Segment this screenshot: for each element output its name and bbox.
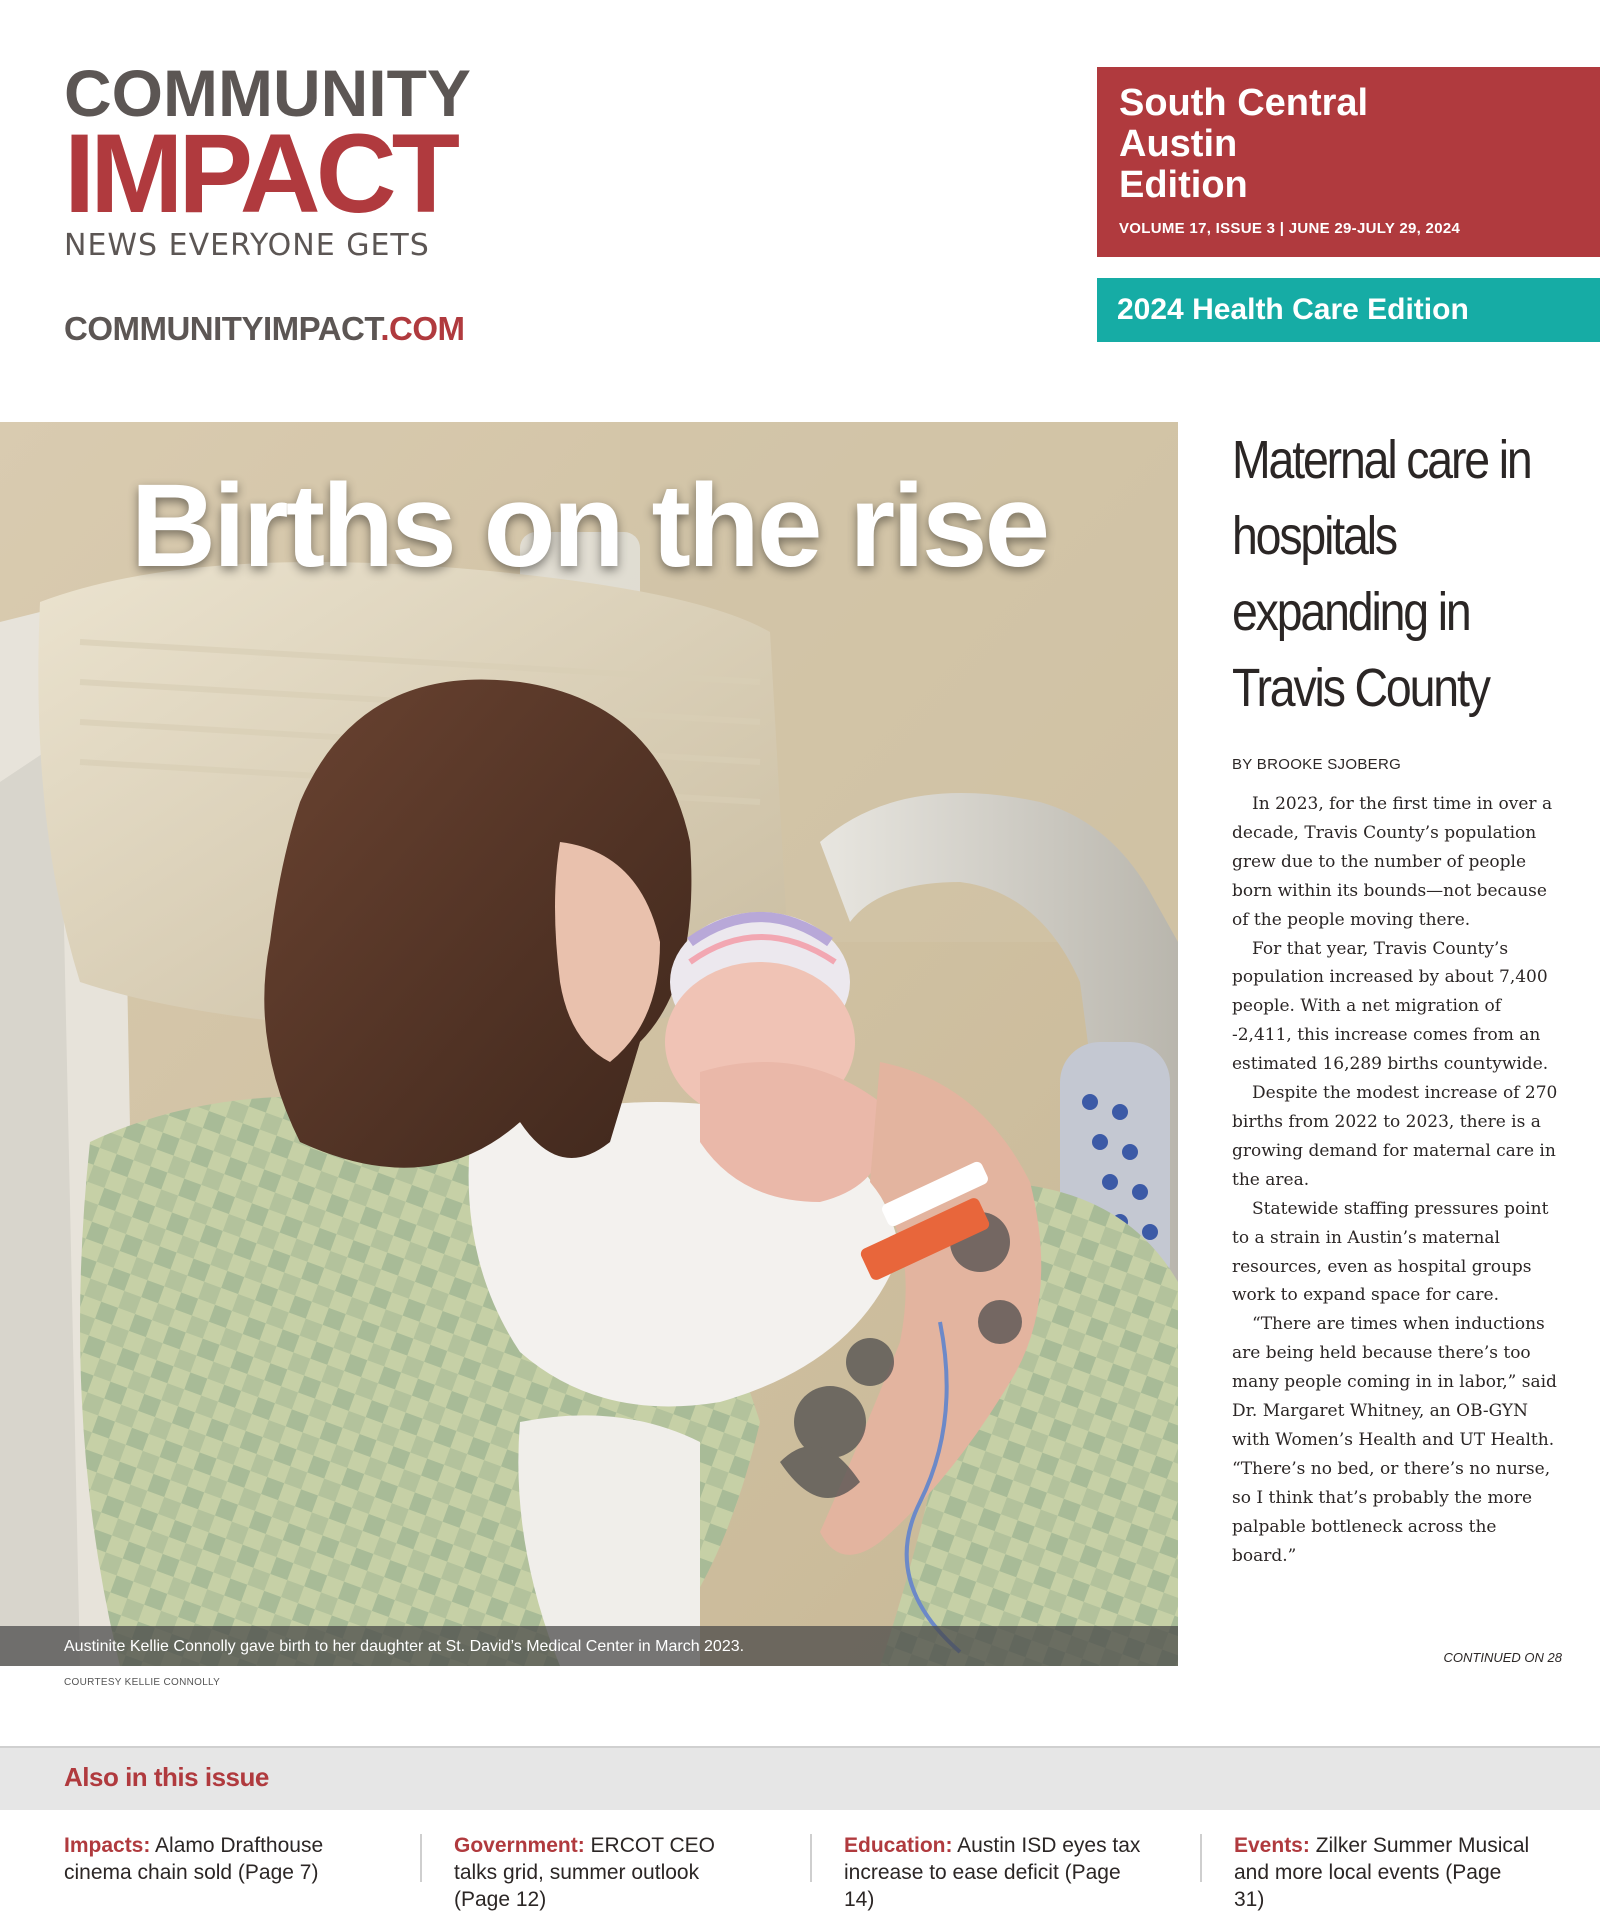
teaser-text: ERCOT CEO talks grid, summer outlook (Page 12) [454, 1834, 715, 1911]
article-paragraph: Despite the modest increase of 270 births from 2022 to 2023, there is a growing demand for maternal care in the area. [1232, 1083, 1558, 1190]
article-paragraph: For that year, Travis County’s population increased by about 7,400 people. With a net migration of -2,411, this increase comes from an estimated 16,289 births countywide. [1232, 938, 1549, 1075]
teaser-impacts[interactable] [64, 1832, 364, 1886]
edition-name-line1: South Central [1119, 82, 1369, 124]
lead-article [1232, 422, 1562, 1665]
also-in-this-issue-bar [0, 1746, 1600, 1810]
article-paragraph: Statewide staffing pressures point to a strain in Austin’s maternal resources, even as hospital groups work to expand space for care. [1232, 1198, 1549, 1306]
teaser-text: Austin ISD eyes tax increase to ease deficit (Page 14) [844, 1834, 1141, 1911]
article-body [1232, 790, 1562, 1570]
edition-issue-date: VOLUME 17, ISSUE 3 | JUNE 29-JULY 29, 2024 [1119, 220, 1461, 237]
also-in-this-issue-heading: Also in this issue [64, 1762, 269, 1792]
article-paragraph: In 2023, for the first time in over a decade, Travis County’s population grew due to the number of people born within its bounds—not because of the people moving there. [1232, 794, 1553, 930]
teaser-category: Events: [1234, 1834, 1310, 1857]
publication-logo[interactable] [64, 56, 504, 264]
logo-community-wordmark: COMMUNITY [64, 56, 471, 130]
edition-box [1097, 67, 1600, 257]
photo-caption: Austinite Kellie Connolly gave birth to her daughter at St. David’s Medical Center in March 2023. [64, 1638, 745, 1655]
cover-headline: Births on the rise [130, 460, 1048, 592]
teaser-government[interactable] [454, 1832, 754, 1913]
teaser-text: Alamo Drafthouse cinema chain sold (Page 7) [64, 1834, 324, 1884]
special-edition-banner: 2024 Health Care Edition [1097, 278, 1600, 342]
cover-photo [0, 422, 1178, 1666]
teaser-category: Impacts: [64, 1834, 151, 1857]
issue-teasers [0, 1832, 1600, 1911]
edition-name-line2: Austin [1119, 123, 1238, 165]
logo-tagline: NEWS EVERYONE GETS [64, 228, 430, 263]
teaser-divider [420, 1834, 422, 1882]
article-paragraph: “There are times when inductions are being held because there’s too many people coming in in labor,” said Dr. Margaret Whitney, an OB-GYN with Women’s Health and UT Health. “There’s no bed, or there’s no nurse, so I think that’s probably the more palpable bottleneck across the board.” [1232, 1314, 1557, 1566]
edition-name-line3: Edition [1119, 164, 1248, 206]
teaser-divider [810, 1834, 812, 1882]
mother-and-newborn-photo-illustration [0, 422, 1178, 1666]
article-byline: BY BROOKE SJOBERG [1232, 756, 1402, 773]
continued-on-link[interactable]: CONTINUED ON 28 [1443, 1650, 1562, 1665]
teaser-education[interactable] [844, 1832, 1144, 1913]
site-url-tld: .COM [380, 310, 465, 347]
teaser-text: Zilker Summer Musical and more local events (Page 31) [1234, 1834, 1530, 1911]
site-url-link[interactable] [64, 310, 465, 348]
teaser-category: Education: [844, 1834, 953, 1857]
photo-credit: COURTESY KELLIE CONNOLLY [64, 1677, 221, 1688]
article-headline[interactable]: Maternal care in hospitals expanding in Travis County [1232, 430, 1531, 718]
teaser-divider [1200, 1834, 1202, 1882]
logo-impact-wordmark: IMPACT [64, 111, 455, 236]
teaser-category: Government: [454, 1834, 585, 1857]
site-url-name: COMMUNITYIMPACT [64, 310, 381, 347]
teaser-events[interactable] [1234, 1832, 1534, 1913]
